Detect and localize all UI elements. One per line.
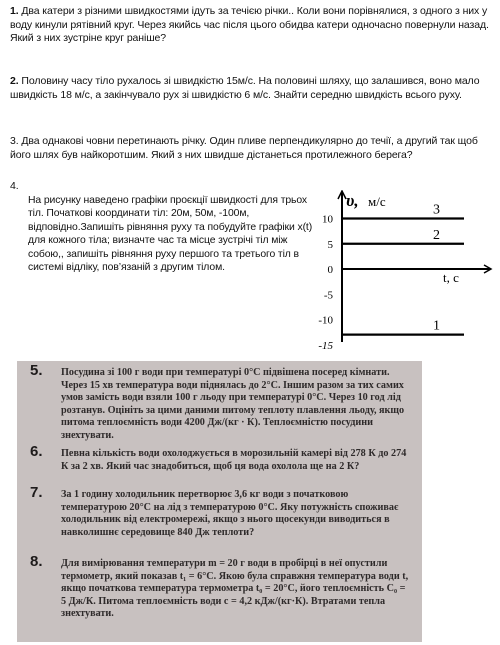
problem-1-number: 1. [10, 5, 19, 17]
problem-1-text: Два катери з різними швидкостями ідуть за течією річки.. Коли вони порівнялися, з одного з них у воду кинули рятівний круг. Через якийсь час після цього обидва катери одночасно повернули назад. Який з них зустріне круг раніше? [10, 5, 489, 45]
velocity-graph [300, 190, 500, 350]
photo-problem-5-number: 5. [30, 362, 43, 379]
photo-problem-6 [17, 443, 415, 473]
problem-4-number: 4. [10, 180, 19, 192]
problem-4-text: На рисунку наведено графіки проєкції швидкості для трьох тіл. Початкові координати тіл: 20м, 50м, -100м, відповідно.Запишіть рівняння руху та побудуйте графіки x(t) для кожного тіла; визначте час та місце зустрічі тіл між собою,, запишіть рівняння руху першого та третього тіл в системі відліку, пов’язаній з другим тілом. [28, 195, 313, 274]
photo-problem-8 [17, 553, 415, 621]
problem-1 [10, 5, 494, 46]
problem-3-text: Два однакові човни перетинають річку. Один пливе перпендикулярно до течії, а другий так щоб його шлях був найкоротшим. Який з них швидше дістанеться протилежного берега? [10, 135, 478, 161]
photo-problem-5 [17, 362, 415, 443]
graph-y-axis-symbol: υ, [346, 191, 359, 210]
problem-2 [10, 75, 494, 102]
series-label-3: 3 [433, 202, 440, 218]
y-tick-label-3: -5 [323, 289, 333, 302]
photo-problem-7-text: За 1 годину холодильник перетворює 3,6 кг води з початковою температурою 20°С на лід з температурою 0°С. Яку потужність споживає холодильник від електромережі, якщо з нього щосекунди виводиться в навколишнє середовище 840 Дж теплоти? [61, 489, 399, 538]
series-label-1: 1 [433, 318, 440, 334]
photo-problem-6-text: Певна кількість води охолоджується в морозильній камері від 278 К до 274 К за 2 хв. Який час знадобиться, щоб ця вода охолола ще на 2 К? [61, 448, 407, 472]
problem-3 [10, 135, 494, 162]
y-tick-label-5: -15 [318, 339, 333, 350]
graph-y-ticks [318, 214, 333, 351]
graph-axes [338, 191, 491, 342]
photo-problem-7-number: 7. [30, 484, 43, 501]
y-tick-label-0: 10 [322, 213, 333, 226]
graph-y-axis-unit: м/с [368, 194, 386, 209]
photo-problem-8-text: Для вимірювання температури m = 20 г води в пробірці в неї опустили термометр, який показав t₁ = 6°С. Якою була справжня температура води t, якщо початкова температура термометра t₀ = 20°С, його теплоємність C₀ = 5 Дж/К. Питома теплоємність води c = 4,2 кДж/(кг·К). Втратами тепла знехтувати. [61, 558, 409, 620]
problem-2-text: Половину часу тіло рухалось зі швидкістю 15м/с. На половині шляху, що залашився, воно мало швидкість 18 м/с, а закінчувало рух зі швидкістю 6 м/с. Знайти середню швидкість всього руху. [10, 75, 480, 101]
problem-3-number: 3. [10, 135, 19, 147]
problem-2-number: 2. [10, 75, 19, 87]
y-tick-label-1: 5 [327, 238, 333, 251]
photo-problem-6-number: 6. [30, 443, 43, 460]
graph-x-axis-label: t, c [443, 270, 459, 285]
photo-problem-8-number: 8. [30, 553, 43, 570]
series-label-2: 2 [433, 227, 440, 243]
textbook-photo [17, 361, 422, 642]
y-tick-label-4: -10 [318, 314, 333, 327]
photo-problem-7 [17, 484, 415, 539]
y-tick-label-2: 0 [327, 264, 333, 276]
photo-problem-5-text: Посудина зі 100 г води при температурі 0°С підвішена посеред кімнати. Через 15 хв температура води піднялась до 2°С. Іншим разом за тих самих умов замість води взяли 100 г льоду при температурі 0°С. Через 10 год лід розтанув. Оцініть за цими даними питому теплоту плавлення льоду, якщо питома теплоємність води 4200 Дж/(кг · К). Теплоємністю посудини знехтувати. [61, 367, 405, 441]
